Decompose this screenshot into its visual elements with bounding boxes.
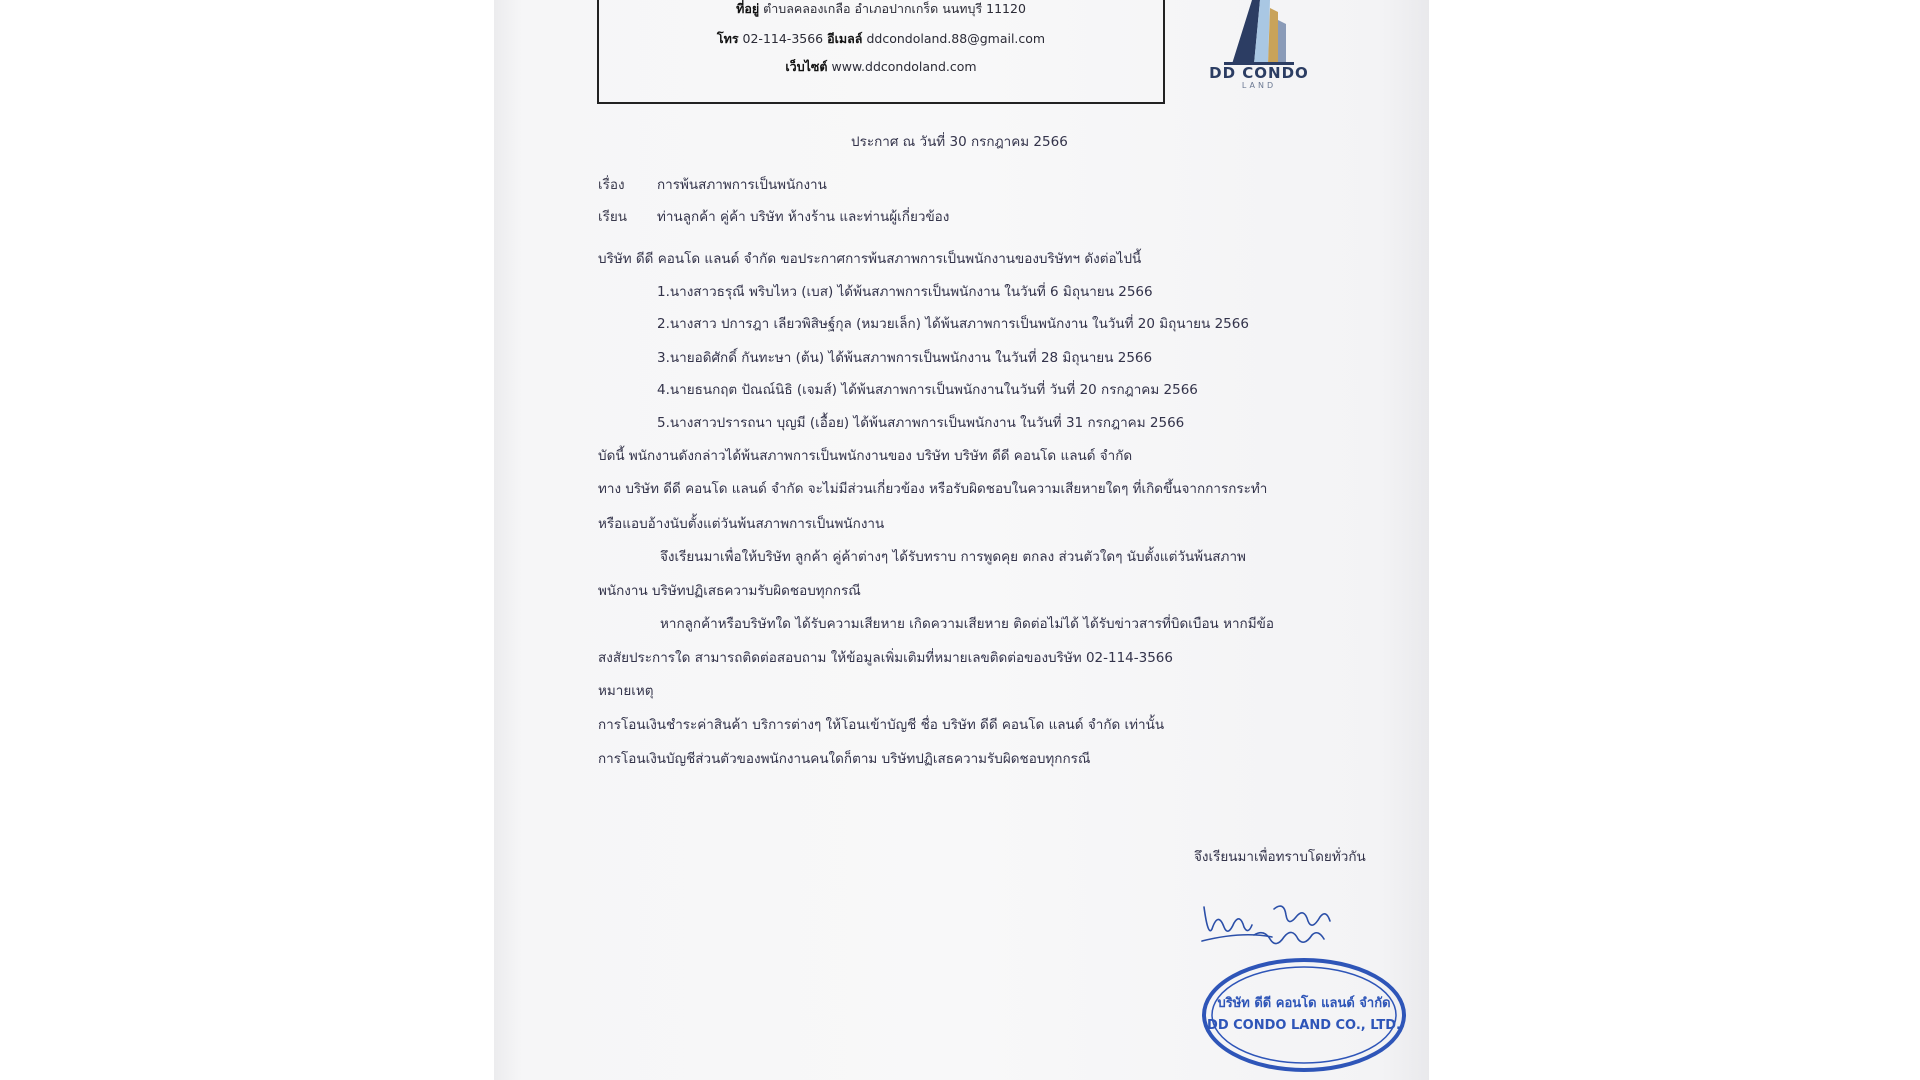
- email-label: อีเมลล์: [827, 31, 863, 46]
- note-line: การโอนเงินชำระค่าสินค้า บริการต่างๆ ให้โอนเข้าบัญชี ชื่อ บริษัท ดีดี คอนโด แลนด์ จำกัด เท่านั้น: [598, 717, 1165, 733]
- logo-brand-text: DD CONDO: [1209, 64, 1309, 82]
- address-text: ตำบลคลองเกลือ อำเภอปากเกร็ด นนทบุรี 11120: [763, 1, 1026, 16]
- logo-sub-text: LAND: [1241, 81, 1277, 90]
- building-logo-icon: [1194, 0, 1324, 66]
- announcement-paper: [494, 0, 1429, 1080]
- stamp-en-text: DD CONDO LAND CO., LTD.: [1207, 1018, 1401, 1033]
- company-logo: [1194, 0, 1324, 92]
- website-label: เว็บไซต์: [785, 59, 828, 74]
- body-line: หากลูกค้าหรือบริษัทใด ได้รับความเสียหาย เกิดความเสียหาย ติดต่อไม่ได้ ได้รับข่าวสารที่บิดเบือน หากมีข้อ: [660, 616, 1274, 632]
- website-text: www.ddcondoland.com: [831, 59, 977, 74]
- closing-line: จึงเรียนมาเพื่อทราบโดยทั่วกัน: [1194, 849, 1366, 865]
- announcement-date: ประกาศ ณ วันที่ 30 กรกฎาคม 2566: [851, 134, 1068, 150]
- body-line: ทาง บริษัท ดีดี คอนโด แลนด์ จำกัด จะไม่มีส่วนเกี่ยวข้อง หรือรับผิดชอบในความเสียหายใดๆ ที่เกิดขึ้นจากการกระทำ: [598, 481, 1268, 497]
- subject-label: เรื่อง: [598, 177, 625, 193]
- body-line: บัดนี้ พนักงานดังกล่าวได้พ้นสภาพการเป็นพนักงานของ บริษัท บริษัท ดีดี คอนโด แลนด์ จำกัด: [598, 448, 1133, 464]
- address-label: ที่อยู่: [736, 1, 760, 16]
- phone-text: 02-114-3566: [742, 31, 824, 46]
- email-text: ddcondoland.88@gmail.com: [866, 31, 1046, 46]
- signature-stamp: [1194, 895, 1414, 1080]
- letterhead-box: [597, 0, 1165, 104]
- note-line: การโอนเงินบัญชีส่วนตัวของพนักงานคนใดก็ตาม บริษัทปฏิเสธความรับผิดชอบทุกกรณี: [598, 751, 1091, 767]
- body-line: พนักงาน บริษัทปฏิเสธความรับผิดชอบทุกกรณี: [598, 583, 861, 599]
- body-line: หรือแอบอ้างนับตั้งแต่วันพ้นสภาพการเป็นพนักงาน: [598, 516, 885, 532]
- list-item: 2.นางสาว ปการฎา เลียวพิสิษฐ์กุล (หมวยเล็ก) ได้พ้นสภาพการเป็นพนักงาน ในวันที่ 20 มิถุนายน 2566: [657, 316, 1249, 332]
- recipient-label: เรียน: [598, 209, 628, 225]
- list-item: 3.นายอดิศักดิ์ กันทะษา (ต้น) ได้พ้นสภาพการเป็นพนักงาน ในวันที่ 28 มิถุนายน 2566: [657, 350, 1153, 366]
- body-line: สงสัยประการใด สามารถติดต่อสอบถาม ให้ข้อมูลเพิ่มเติมที่หมายเลขติดต่อของบริษัท 02-114-3566: [598, 650, 1173, 666]
- note-heading: หมายเหตุ: [598, 683, 654, 699]
- company-seal-stamp: [1204, 960, 1404, 1070]
- handwritten-signature: [1202, 906, 1330, 943]
- phone-label: โทร: [716, 31, 739, 46]
- intro-paragraph: บริษัท ดีดี คอนโด แลนด์ จำกัด ขอประกาศการพ้นสภาพการเป็นพนักงานของบริษัทฯ ดังต่อไปนี้: [598, 251, 1142, 267]
- list-item: 5.นางสาวปรารถนา บุญมี (เอื้อย) ได้พ้นสภาพการเป็นพนักงาน ในวันที่ 31 กรกฎาคม 2566: [657, 415, 1185, 431]
- list-item: 1.นางสาวธรุณี พริบไหว (เบส) ได้พ้นสภาพการเป็นพนักงาน ในวันที่ 6 มิถุนายน 2566: [657, 284, 1153, 300]
- stamp-thai-text: บริษัท ดีดี คอนโด แลนด์ จำกัด: [1217, 996, 1391, 1011]
- recipient-text: ท่านลูกค้า คู่ค้า บริษัท ห้างร้าน และท่านผู้เกี่ยวข้อง: [657, 209, 950, 225]
- subject-text: การพ้นสภาพการเป็นพนักงาน: [657, 177, 827, 193]
- body-line: จึงเรียนมาเพื่อให้บริษัท ลูกค้า คู่ค้าต่างๆ ได้รับทราบ การพูดคุย ตกลง ส่วนตัวใดๆ นับตั้งแต่วันพ้นสภาพ: [660, 549, 1246, 565]
- list-item: 4.นายธนกฤต ปัณณ์นิธิ (เจมส์) ได้พ้นสภาพการเป็นพนักงานในวันที่ วันที่ 20 กรกฎาคม 2566: [657, 382, 1198, 398]
